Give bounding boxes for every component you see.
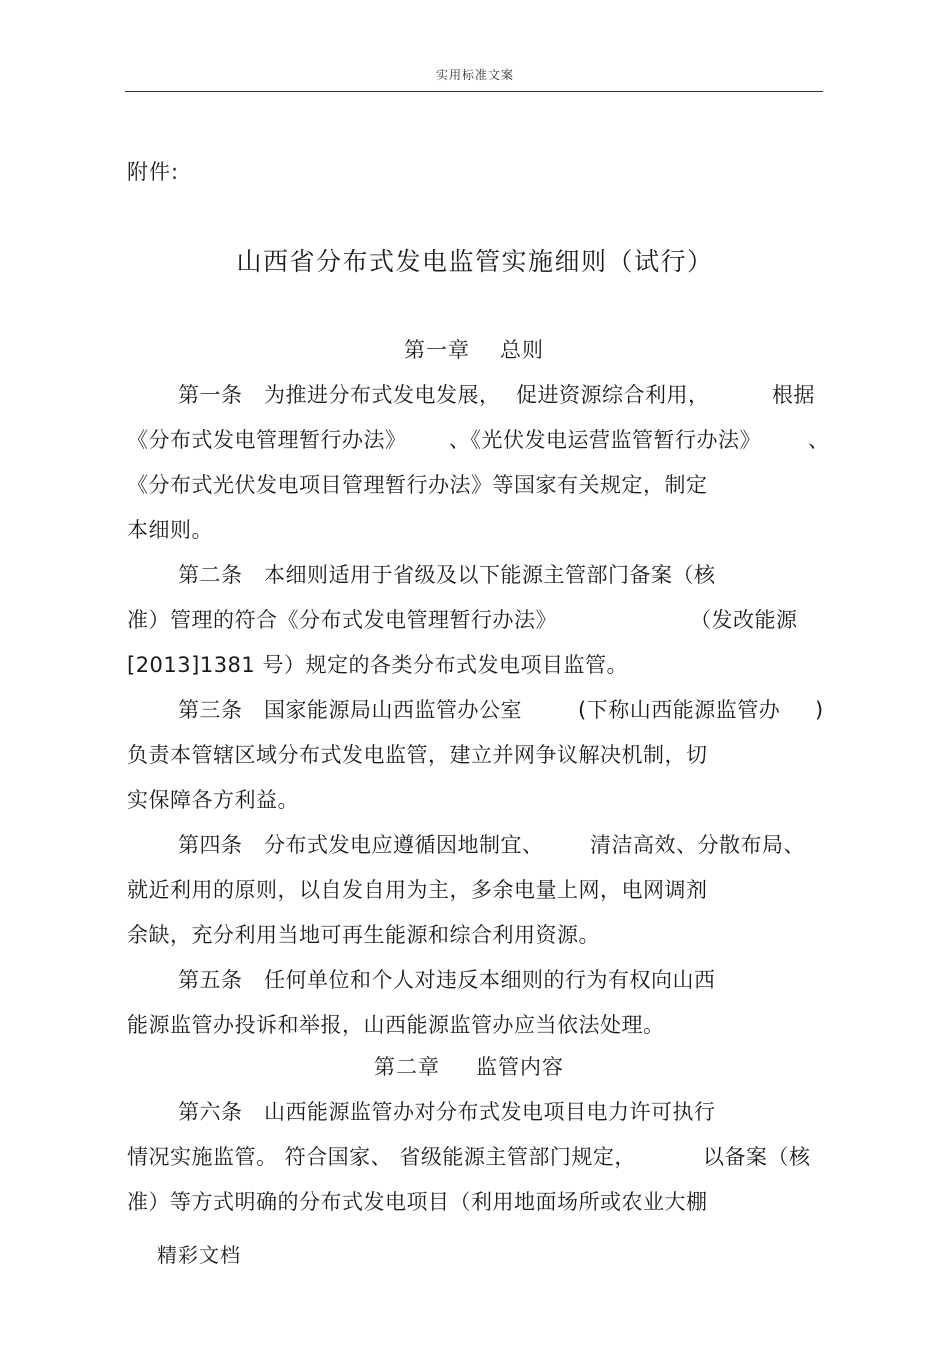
chapter-1-number: 第一章 xyxy=(404,338,470,362)
article-3-seg-b: (下称山西能源监管办 xyxy=(578,698,781,722)
header-divider xyxy=(125,91,823,92)
article-3-seg-a: 第三条 国家能源局山西监管办公室 xyxy=(178,698,522,722)
article-3-line-3: 实保障各方利益。 xyxy=(127,788,299,812)
article-4-line-2: 就近利用的原则，以自发自用为主，多余电量上网，电网调剂 xyxy=(127,878,708,902)
article-1-seg-f: 、 xyxy=(808,428,830,452)
article-4-line-3: 余缺，充分利用当地可再生能源和综合利用资源。 xyxy=(127,923,600,947)
article-6-line-1: 第六条 山西能源监管办对分布式发电项目电力许可执行 xyxy=(178,1100,716,1124)
article-1-seg-d: 《分布式发电管理暂行办法》 xyxy=(127,428,407,452)
article-5-line-1: 第五条 任何单位和个人对违反本细则的行为有权向山西 xyxy=(178,968,716,992)
article-2-seg-b: （发改能源 xyxy=(690,608,798,632)
article-6-line-2 xyxy=(0,1142,950,1172)
article-3-seg-c: ) xyxy=(815,698,824,722)
article-4-seg-a: 第四条 分布式发电应遵循因地制宜、 xyxy=(178,833,544,857)
page-footer: 精彩文档 xyxy=(157,1243,241,1267)
article-6-seg-a: 情况实施监管。 符合国家、 省级能源主管部门规定， xyxy=(127,1145,636,1169)
chapter-2-number: 第二章 xyxy=(374,1055,440,1079)
article-1-seg-e: 、《光伏发电运营监管暂行办法》 xyxy=(449,428,761,452)
chapter-2-name: 监管内容 xyxy=(476,1055,564,1079)
article-5-line-2: 能源监管办投诉和举报，山西能源监管办应当依法处理。 xyxy=(127,1013,665,1037)
chapter-1-name: 总则 xyxy=(500,338,544,362)
article-2-line-2 xyxy=(0,605,950,635)
article-4-seg-b: 清洁高效、分散布局、 xyxy=(590,833,805,857)
article-3-line-2: 负责本管辖区域分布式发电监管，建立并网争议解决机制，切 xyxy=(127,743,708,767)
article-4-line-1 xyxy=(0,830,950,860)
attachment-label: 附件: xyxy=(127,160,180,184)
article-1-seg-b: 促进资源综合利用， xyxy=(516,383,710,407)
article-3-line-1 xyxy=(0,695,950,725)
article-1-seg-c: 根据 xyxy=(772,383,815,407)
article-1-seg-a: 第一条 为推进分布式发电发展， xyxy=(178,383,501,407)
article-1-line-2 xyxy=(0,425,950,455)
article-2-line-1: 第二条 本细则适用于省级及以下能源主管部门备案（核 xyxy=(178,563,716,587)
article-1-line-1 xyxy=(0,380,950,410)
page-header: 实用标准文案 xyxy=(435,68,514,82)
article-1-line-4: 本细则。 xyxy=(127,518,213,542)
document-title: 山西省分布式发电监管实施细则（试行） xyxy=(236,247,714,276)
article-6-seg-b: 以备案（核 xyxy=(703,1145,811,1169)
article-2-line-3: [2013]1381 号）规定的各类分布式发电项目监管。 xyxy=(127,653,628,677)
article-2-seg-a: 准）管理的符合《分布式发电管理暂行办法》 xyxy=(127,608,557,632)
article-6-line-3: 准）等方式明确的分布式发电项目（利用地面场所或农业大棚 xyxy=(127,1190,708,1214)
article-1-line-3: 《分布式光伏发电项目管理暂行办法》等国家有关规定，制定 xyxy=(127,473,708,497)
